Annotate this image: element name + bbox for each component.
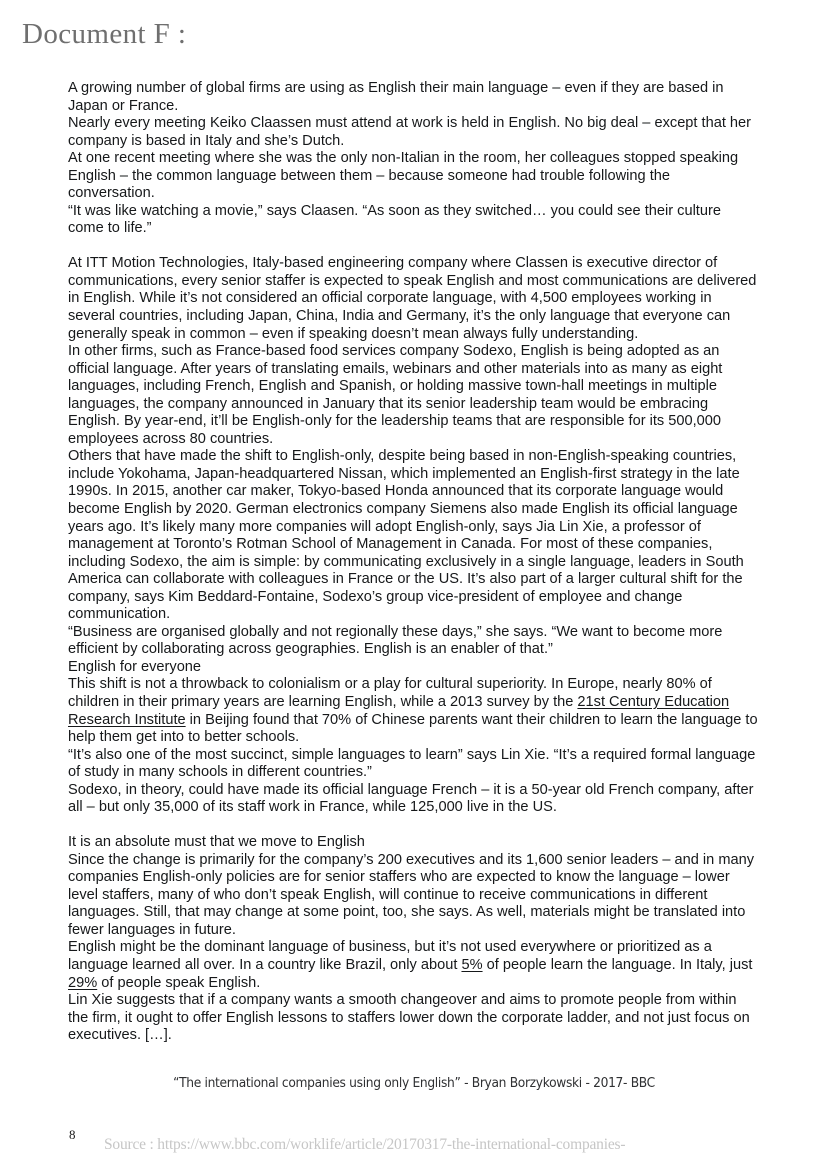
body-paragraph: “It’s also one of the most succinct, simple languages to learn” says Lin Xie. “It’s a required formal language of study in many schools in different countries.” [68,746,756,781]
body-paragraph: English might be the dominant language of business, but it’s not used everywhere or prioritized as a language learned all over. In a country like Brazil, only about 5% of people learn the language. In Italy, just 29% of people speak English. [68,939,753,991]
body-paragraph: At ITT Motion Technologies, Italy-based engineering company where Classen is executive director of communications, every senior staffer is expected to speak English and most communications are delivered in English. While it’s not considered an official corporate language, with 4,500 employees working in several countries, including Japan, China, India and Germany, it’s the only language that everyone can generally speak in common – even if speaking doesn’t mean always fully understanding. [68,255,757,342]
body-paragraph: Lin Xie suggests that if a company wants a smooth changeover and aims to promote people from within the firm, it ought to offer English lessons to staffers lower down the corporate ladder, and not just focus on executives. […]. [68,992,750,1044]
document-body [68,80,760,1045]
source-url: Source : https://www.bbc.com/worklife/article/20170317-the-international-companies- [104,1136,626,1153]
body-paragraph: It is an absolute must that we move to English [68,834,365,851]
body-paragraph: Others that have made the shift to English-only, despite being based in non-English-speaking countries, include Yokohama, Japan-headquartered Nissan, which implemented an English-first strategy in the late 1990s. In 2015, another car maker, Tokyo-based Honda announced that its corporate language would become English by 2020. German electronics company Siemens also made English its official language years ago. It’s likely many more companies will adopt English-only, says Jia Lin Xie, a professor of management at Toronto’s Rotman School of Management in Canada. For most of these companies, including Sodexo, the aim is simple: by communicating exclusively in a single language, leaders in South America can collaborate with colleagues in France or the US. It’s also part of a larger cultural shift for the company, says Kim Beddard-Fontaine, Sodexo’s group vice-president of employee and change communication. [68,448,744,623]
underlined-text: 21st Century Education Research Institute [68,693,730,728]
body-paragraph: Nearly every meeting Keiko Claassen must attend at work is held in English. No big deal – except that her company is based in Italy and she’s Dutch. [68,115,752,149]
page-title: Document F : [22,18,187,50]
page-number: 8 [69,1127,76,1142]
body-paragraph: Sodexo, in theory, could have made its official language French – it is a 50-year old French company, after all – but only 35,000 of its staff work in France, while 125,000 live in the US. [68,781,754,816]
body-paragraph: This shift is not a throwback to colonialism or a play for cultural superiority. In Europe, nearly 80% of children in their primary years are learning English, while a 2013 survey by the 21st Century Education Research Institute in Beijing found that 70% of Chinese parents want their children to learn the language to help them get into to better schools. [68,676,758,746]
body-paragraph: A growing number of global firms are using as English their main language – even if they are based in Japan or France. [68,80,724,114]
body-paragraph: At one recent meeting where she was the only non-Italian in the room, her colleagues stopped speaking English – the common language between them – because someone had trouble following the conversation. [68,150,739,202]
body-paragraph: “It was like watching a movie,” says Claasen. “As soon as they switched… you could see their culture come to life.” [68,202,721,237]
body-paragraph: Since the change is primarily for the company’s 200 executives and its 1,600 senior leaders – and in many companies English-only policies are for senior staffers who are expected to know the language – lower level staffers, many of who don’t speak English, will continue to receive communications in different languages. Still, that may change at some point, too, she says. As well, materials might be translated into fewer languages in future. [68,851,755,938]
underlined-text: 5% [461,957,483,974]
source-caption: “The international companies using only English” - Bryan Borzykowski - 2017- BBC [173,1076,655,1091]
underlined-text: 29% [68,974,98,991]
body-paragraph: “Business are organised globally and not regionally these days,” she says. “We want to become more efficient by collaborating across geographies. English is an enabler of that.” [68,623,723,658]
body-paragraph: English for everyone [68,658,202,675]
body-paragraph: In other firms, such as France-based food services company Sodexo, English is being adopted as an official language. After years of translating emails, webinars and other materials into as many as eight languages, including French, English and Spanish, or holding massive town-hall meetings in multiple languages, the company announced in January that its senior leadership team would be embracing English. By year-end, it’ll be English-only for the leadership teams that are responsible for its 500,000 employees across 80 countries. [68,343,723,447]
